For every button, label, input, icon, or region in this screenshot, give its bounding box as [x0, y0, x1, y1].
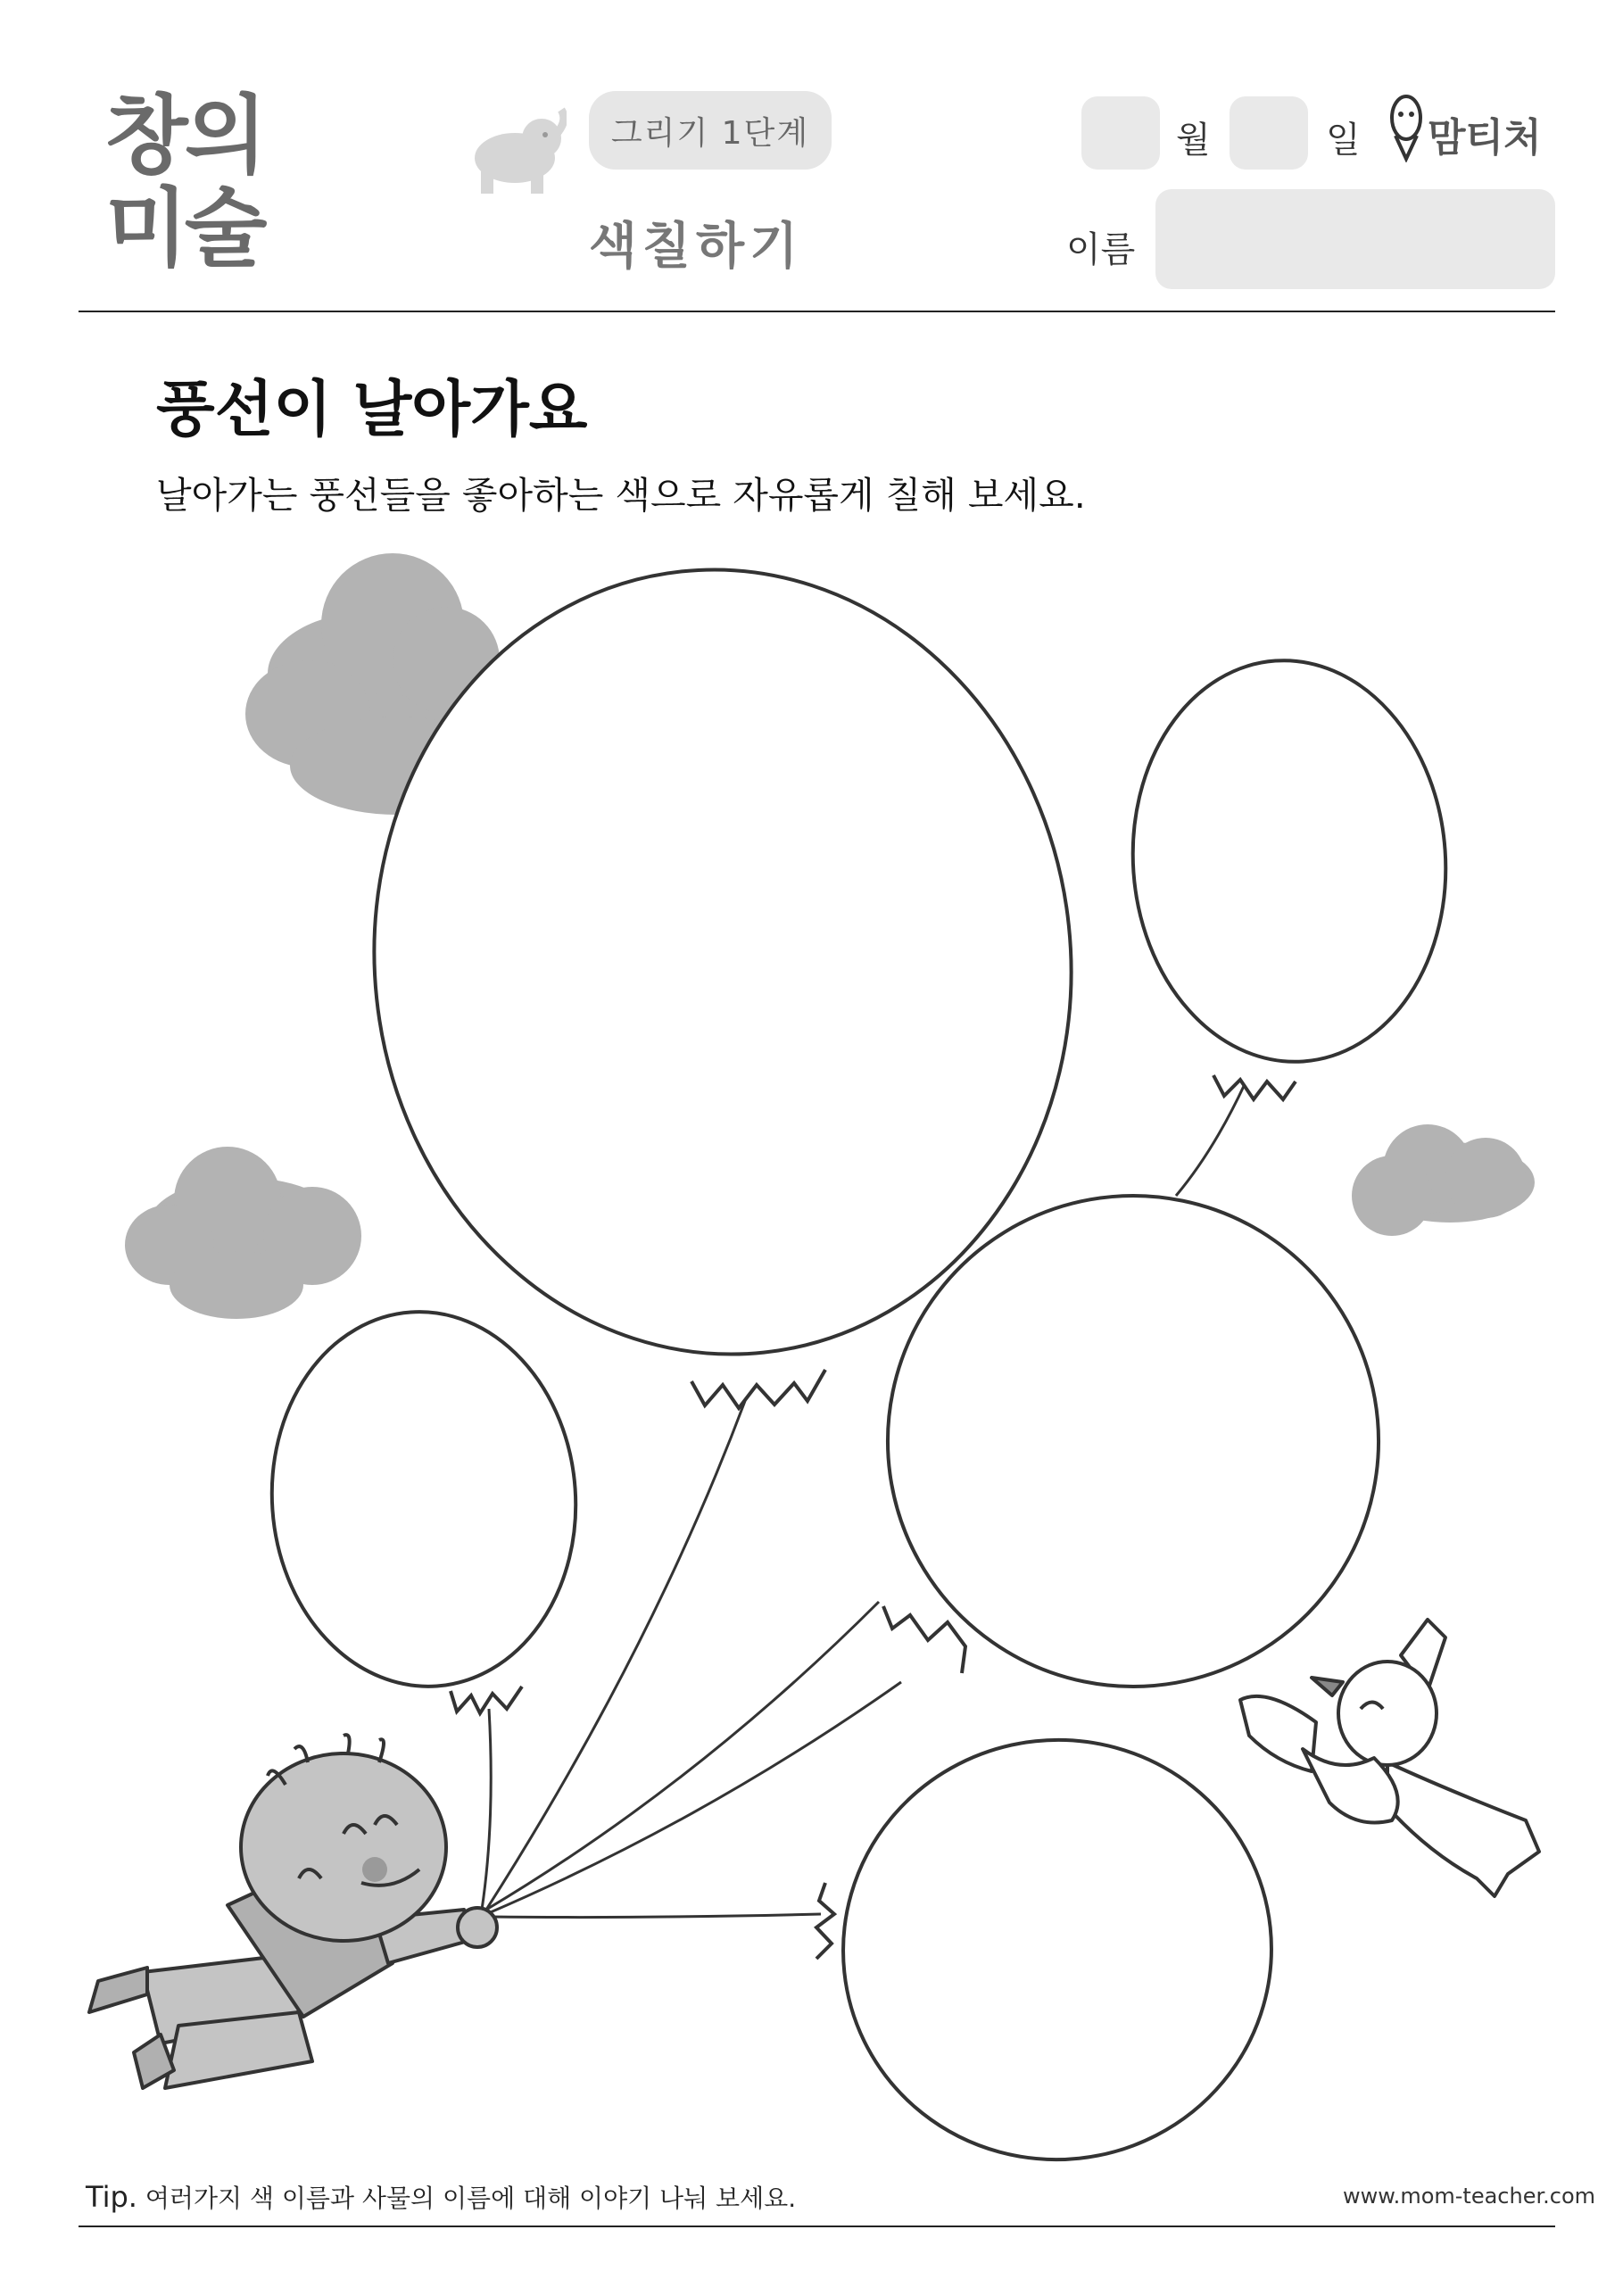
tip-prefix: Tip.	[86, 2180, 137, 2214]
tip-text	[86, 2179, 796, 2215]
brand-name: 맘티처	[1428, 115, 1542, 161]
instruction-text: 날아가는 풍선들을 좋아하는 색으로 자유롭게 칠해 보세요.	[156, 474, 1086, 517]
cloud-right	[1352, 1124, 1535, 1236]
page-title: 풍선이 날아가요	[156, 375, 588, 445]
day-label: 일	[1326, 120, 1361, 161]
subtitle: 색칠하기	[588, 218, 804, 276]
logo-line2: 미술	[105, 178, 264, 278]
cloud-middle-left	[125, 1147, 361, 1319]
bird-figure	[1240, 1620, 1539, 1896]
site-url[interactable]: www.mom-teacher.com	[1343, 2184, 1596, 2209]
footer-divider	[79, 2226, 1555, 2227]
level-badge: 그리기 1단계	[589, 91, 832, 170]
tip-body: 여러가지 색 이름과 사물의 이름에 대해 이야기 나눠 보세요.	[145, 2184, 797, 2213]
balloon-bottom	[816, 1719, 1292, 2181]
month-label: 월	[1176, 120, 1211, 161]
balloon-small-left	[260, 1302, 588, 1713]
name-label: 이름	[1066, 229, 1136, 270]
logo-line1: 창의	[105, 86, 264, 186]
balloon-top-right	[1120, 650, 1460, 1099]
child-figure	[89, 1735, 497, 2088]
